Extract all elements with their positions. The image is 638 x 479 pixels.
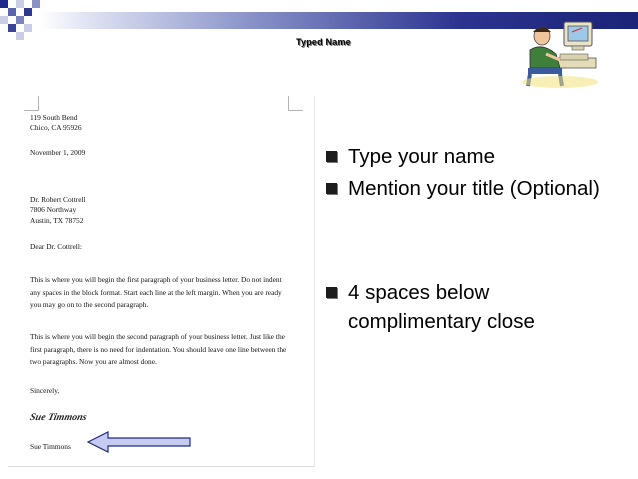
decorative-square <box>0 0 8 8</box>
decorative-square <box>24 24 32 32</box>
bullet-item <box>326 174 626 203</box>
decorative-square <box>8 8 16 16</box>
salutation: Dear Dr. Cottrell: <box>30 242 82 251</box>
square-bullet-icon <box>326 151 337 162</box>
letter-date: November 1, 2009 <box>30 148 86 157</box>
left-arrow-icon <box>86 430 194 454</box>
margin-marker <box>288 96 303 111</box>
margin-marker <box>24 96 39 111</box>
decorative-square <box>8 24 16 32</box>
typed-signature-name: Sue Timmons <box>30 442 71 451</box>
bullet-item <box>326 278 626 336</box>
letter-paragraph-1: This is where you will begin the first paragraph of your business letter. Do not indent any spaces in the block format. Start each line at the left margin. When you are ready you may go on to the second paragraph. <box>30 275 282 309</box>
bullet-text: Type your name <box>348 145 495 168</box>
sender-address-line2: Chico, CA 95926 <box>30 123 82 132</box>
person-at-computer-icon <box>520 20 600 90</box>
sender-address-line1: 119 South Bend <box>30 113 78 122</box>
recipient-name: Dr. Robert Cottrell <box>30 195 86 204</box>
decorative-square <box>32 0 40 8</box>
decorative-square <box>0 16 8 24</box>
slide-title: Typed Name <box>296 37 351 47</box>
square-bullet-icon <box>326 287 337 298</box>
complimentary-close: Sincerely, <box>30 386 60 395</box>
letter-paragraph-2: This is where you will begin the second paragraph of your business letter. Just like the first paragraph, there is no need for indentation. You should leave one line between the two paragraphs. Now you are almost done. <box>30 332 287 366</box>
decorative-square <box>16 32 24 40</box>
recipient-city: Austin, TX 78752 <box>30 216 84 225</box>
decorative-square <box>16 0 24 8</box>
decorative-square <box>16 16 24 24</box>
bullet-item <box>326 142 495 171</box>
decorative-square <box>24 8 32 16</box>
business-letter-document <box>8 96 315 467</box>
bullet-text: 4 spaces below complimentary close <box>348 281 535 333</box>
bullet-text: Mention your title (Optional) <box>348 177 600 200</box>
recipient-street: 7806 Northway <box>30 205 77 214</box>
square-bullet-icon <box>326 183 337 194</box>
handwritten-signature: Sue Timmons <box>28 412 88 423</box>
